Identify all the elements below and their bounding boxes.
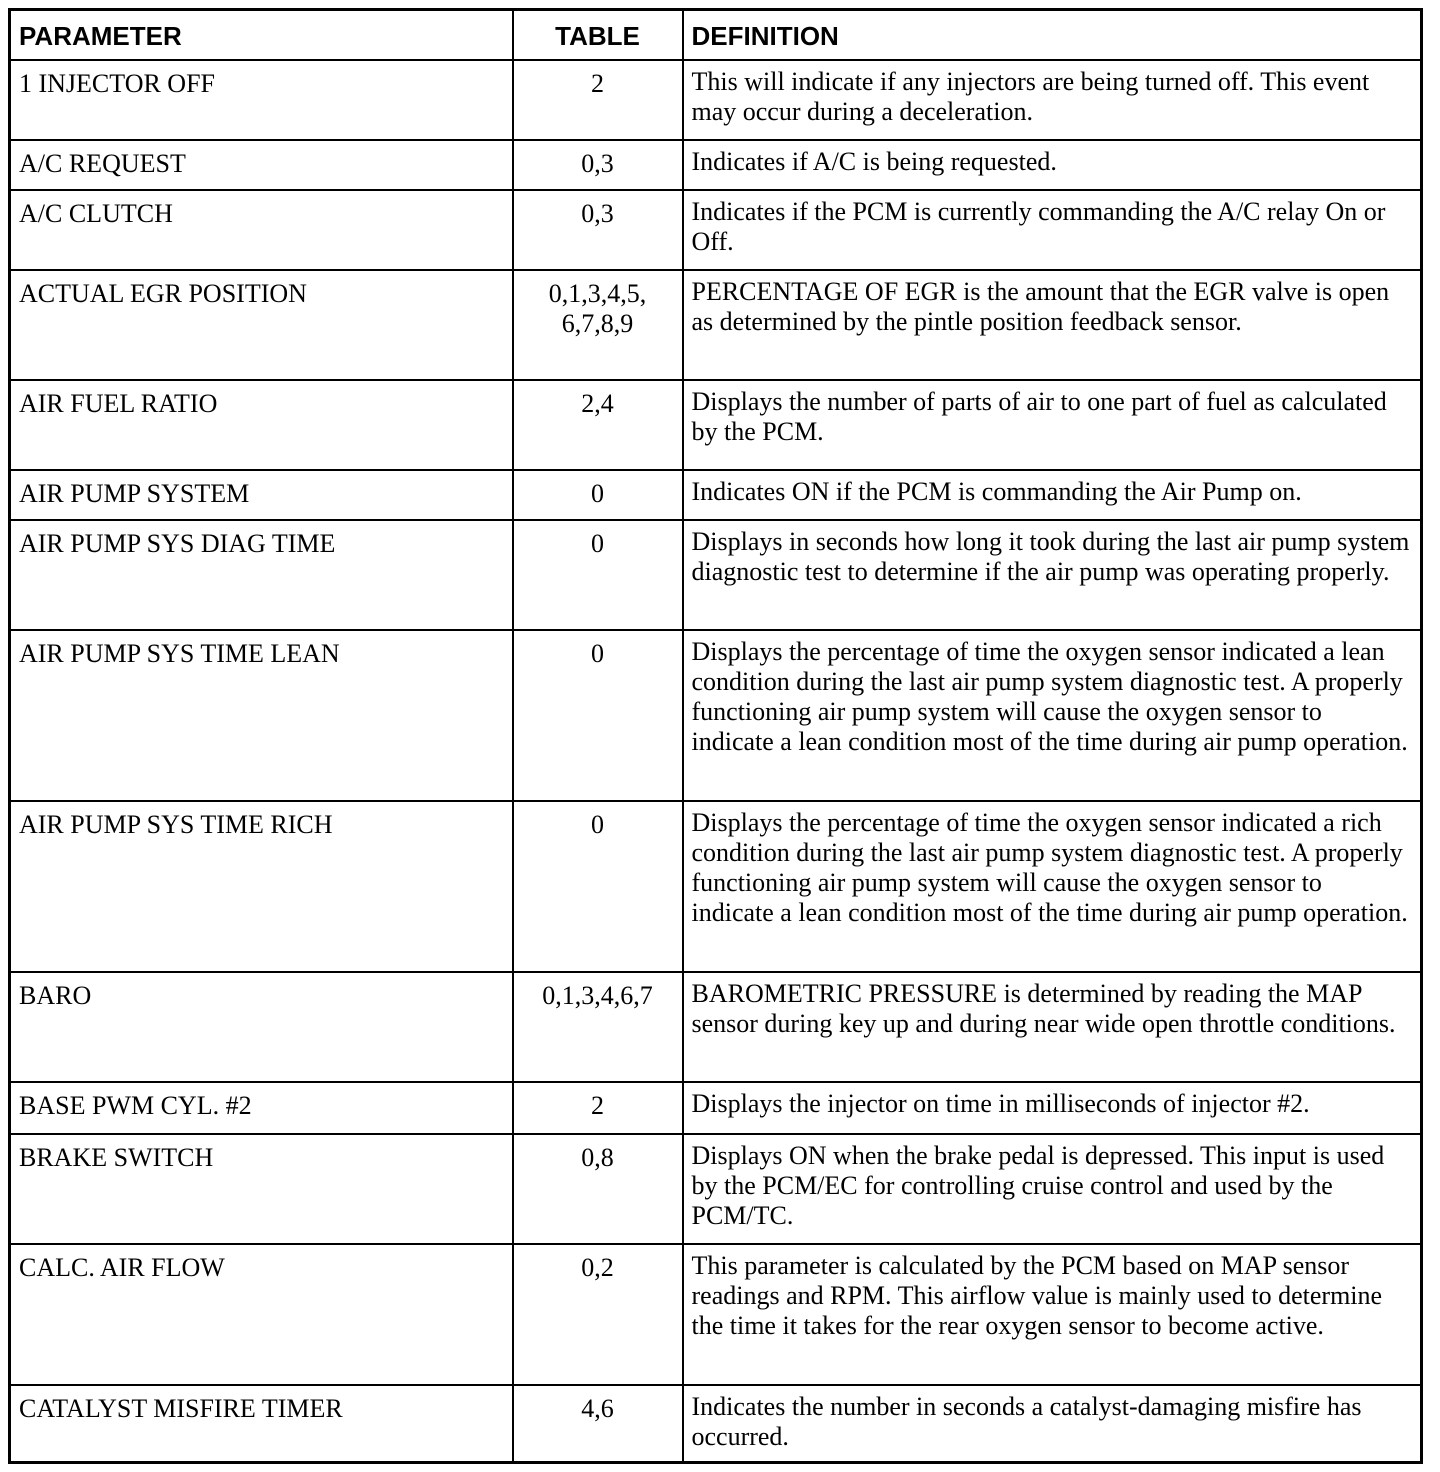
definition-cell: Displays in seconds how long it took during the last air pump system diagnostic test to determine if the air pump was operating properly. [683, 520, 1422, 630]
definition-cell: Displays the injector on time in milliseconds of injector #2. [683, 1082, 1422, 1134]
definition-cell: PERCENTAGE OF EGR is the amount that the EGR valve is open as determined by the pintle position feedback sensor. [683, 270, 1422, 380]
definition-cell: Indicates the number in seconds a catalyst-damaging misfire has occurred. [683, 1385, 1422, 1463]
parameter-cell: AIR PUMP SYS TIME RICH [10, 801, 513, 972]
parameter-cell: BARO [10, 972, 513, 1082]
definition-cell: Displays the percentage of time the oxygen sensor indicated a lean condition during the last air pump system diagnostic test. A properly functioning air pump system will cause the oxygen sensor to indicate a lean condition most of the time during air pump operation. [683, 630, 1422, 801]
parameter-cell: BRAKE SWITCH [10, 1134, 513, 1244]
parameter-cell: CATALYST MISFIRE TIMER [10, 1385, 513, 1463]
header-definition: DEFINITION [683, 10, 1422, 60]
parameter-cell: ACTUAL EGR POSITION [10, 270, 513, 380]
table-row [10, 520, 1422, 630]
parameter-cell: 1 INJECTOR OFF [10, 60, 513, 140]
parameter-cell: A/C CLUTCH [10, 190, 513, 270]
definition-cell: Displays the percentage of time the oxygen sensor indicated a rich condition during the last air pump system diagnostic test. A properly functioning air pump system will cause the oxygen sensor to indicate a lean condition most of the time during air pump operation. [683, 801, 1422, 972]
parameter-cell: AIR PUMP SYS TIME LEAN [10, 630, 513, 801]
parameter-table [8, 8, 1423, 1464]
table-row [10, 1244, 1422, 1385]
table-row [10, 60, 1422, 140]
table-cell: 0 [513, 470, 683, 520]
parameter-cell: AIR PUMP SYS DIAG TIME [10, 520, 513, 630]
table-cell: 0,1,3,4,6,7 [513, 972, 683, 1082]
definition-cell: Displays the number of parts of air to one part of fuel as calculated by the PCM. [683, 380, 1422, 470]
table-row [10, 801, 1422, 972]
table-row [10, 1134, 1422, 1244]
table-cell: 0 [513, 801, 683, 972]
definition-cell: Indicates ON if the PCM is commanding the Air Pump on. [683, 470, 1422, 520]
table-row [10, 190, 1422, 270]
table-row [10, 630, 1422, 801]
header-table: TABLE [513, 10, 683, 60]
table-cell: 2,4 [513, 380, 683, 470]
definition-cell: This will indicate if any injectors are being turned off. This event may occur during a deceleration. [683, 60, 1422, 140]
table-row [10, 972, 1422, 1082]
table-row [10, 140, 1422, 190]
table-cell: 0 [513, 630, 683, 801]
parameter-cell: AIR PUMP SYSTEM [10, 470, 513, 520]
definition-cell: Indicates if A/C is being requested. [683, 140, 1422, 190]
table-row [10, 1385, 1422, 1463]
table-cell: 2 [513, 1082, 683, 1134]
table-cell: 4,6 [513, 1385, 683, 1463]
table-row [10, 470, 1422, 520]
parameter-cell: BASE PWM CYL. #2 [10, 1082, 513, 1134]
table-cell: 0,2 [513, 1244, 683, 1385]
table-cell: 2 [513, 60, 683, 140]
definition-cell: This parameter is calculated by the PCM based on MAP sensor readings and RPM. This airflow value is mainly used to determine the time it takes for the rear oxygen sensor to become active. [683, 1244, 1422, 1385]
table-cell: 0,3 [513, 190, 683, 270]
parameter-cell: CALC. AIR FLOW [10, 1244, 513, 1385]
definition-cell: BAROMETRIC PRESSURE is determined by reading the MAP sensor during key up and during near wide open throttle conditions. [683, 972, 1422, 1082]
table-cell: 0,8 [513, 1134, 683, 1244]
header-parameter: PARAMETER [10, 10, 513, 60]
parameter-cell: AIR FUEL RATIO [10, 380, 513, 470]
table-row [10, 380, 1422, 470]
definition-cell: Displays ON when the brake pedal is depressed. This input is used by the PCM/EC for controlling cruise control and used by the PCM/TC. [683, 1134, 1422, 1244]
table-cell: 0,3 [513, 140, 683, 190]
table-cell: 0,1,3,4,5, 6,7,8,9 [513, 270, 683, 380]
table-row [10, 1082, 1422, 1134]
table-cell: 0 [513, 520, 683, 630]
header-row [10, 10, 1422, 60]
parameter-cell: A/C REQUEST [10, 140, 513, 190]
definition-cell: Indicates if the PCM is currently commanding the A/C relay On or Off. [683, 190, 1422, 270]
table-row [10, 270, 1422, 380]
